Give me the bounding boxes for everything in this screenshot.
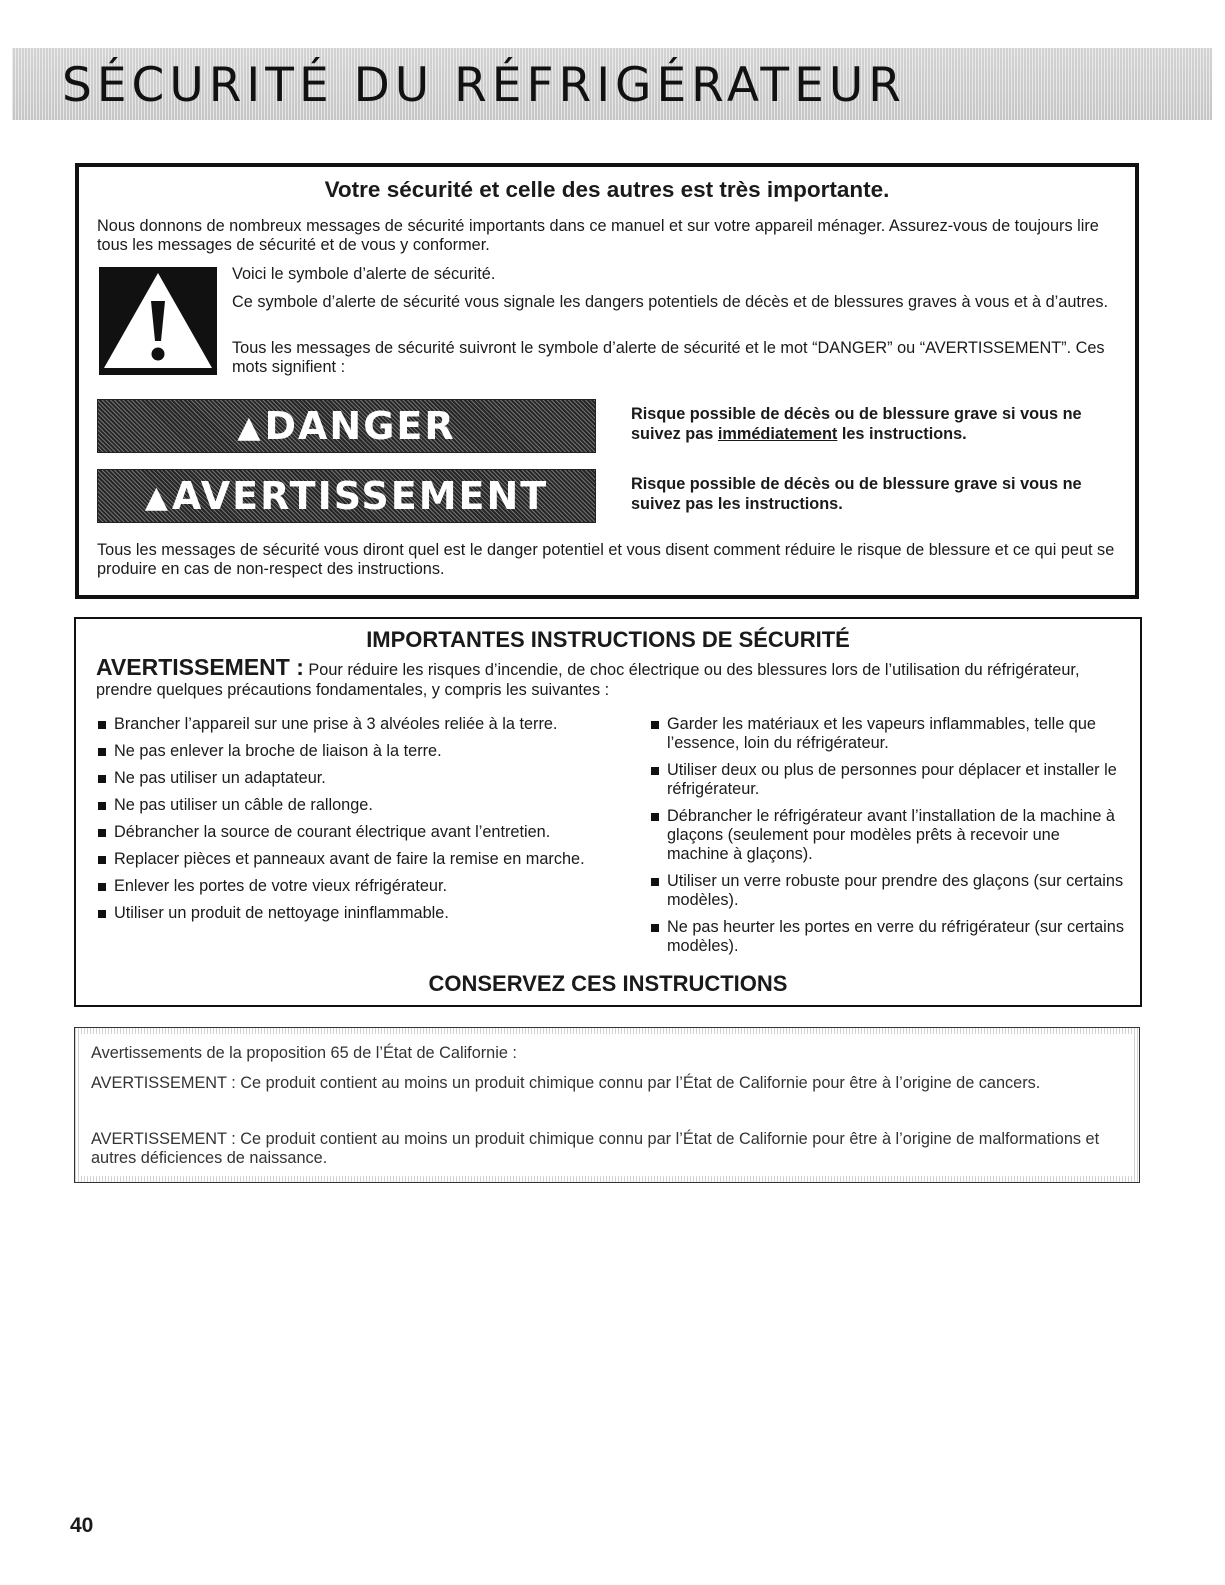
safety-heading: Votre sécurité et celle des autres est très importante.	[324, 177, 890, 202]
symbol-text-3: Tous les messages de sécurité suivront le symbole d’alerte de sécurité et le mot “DANGER” ou “AVERTISSEMENT”. Ces mots signifient :	[232, 339, 1105, 376]
instructions-heading: IMPORTANTES INSTRUCTIONS DE SÉCURITÉ	[366, 627, 850, 652]
instruction-text: Ne pas enlever la broche de liaison à la terre.	[114, 742, 442, 760]
bullet-icon	[651, 767, 659, 775]
instruction-item	[96, 742, 636, 761]
instruction-text: Utiliser un produit de nettoyage ininflammable.	[114, 904, 449, 922]
bullet-icon	[98, 721, 106, 729]
bullet-icon	[651, 721, 659, 729]
instruction-item	[96, 850, 636, 869]
warning-triangle-small-icon: ▲	[144, 480, 170, 515]
bullet-icon	[98, 856, 106, 864]
instruction-item	[649, 761, 1124, 799]
instruction-item	[96, 796, 636, 815]
instruction-item	[96, 769, 636, 788]
page-title: SÉCURITÉ DU RÉFRIGÉRATEUR	[62, 58, 906, 113]
symbol-text-2: Ce symbole d’alerte de sécurité vous signale les dangers potentiels de décès et de blessures graves à vous et à d’autres.	[232, 293, 1109, 311]
instruction-item	[96, 877, 636, 896]
instruction-text: Ne pas utiliser un câble de rallonge.	[114, 796, 373, 814]
warning-label: AVERTISSEMENT	[171, 474, 549, 518]
warning-text: Pour réduire les risques d’incendie, de choc électrique ou des blessures lors de l’utilisation du réfrigérateur, prendre quelques précautions fondamentales, y compris les suivantes :	[96, 661, 1080, 699]
bullet-icon	[651, 878, 659, 886]
bullet-icon	[651, 924, 659, 932]
warning-word: AVERTISSEMENT :	[96, 654, 304, 680]
page-banner	[12, 48, 1212, 120]
safety-box	[75, 163, 1139, 599]
bullet-icon	[98, 748, 106, 756]
instruction-text: Garder les matériaux et les vapeurs inflammables, telle que l’essence, loin du réfrigérateur.	[667, 715, 1096, 752]
california-title: Avertissements de la proposition 65 de l’État de Californie :	[91, 1044, 517, 1062]
california-box	[74, 1027, 1140, 1183]
page-number: 40	[70, 1514, 94, 1537]
instruction-text: Utiliser deux ou plus de personnes pour déplacer et installer le réfrigérateur.	[667, 761, 1117, 798]
instruction-text: Replacer pièces et panneaux avant de faire la remise en marche.	[114, 850, 585, 868]
instruction-item	[96, 715, 636, 734]
instructions-warning	[96, 654, 1126, 700]
instruction-text: Ne pas heurter les portes en verre du réfrigérateur (sur certains modèles).	[667, 918, 1124, 955]
california-box-inner	[81, 1034, 1133, 1176]
instruction-text: Débrancher la source de courant électrique avant l’entretien.	[114, 823, 551, 841]
instruction-item	[649, 872, 1124, 910]
bullet-icon	[98, 775, 106, 783]
california-warning-2: AVERTISSEMENT : Ce produit contient au moins un produit chimique connu par l’État de Californie pour être à l’origine de malformations et autres déficiences de naissance.	[91, 1130, 1100, 1167]
instruction-item	[649, 715, 1124, 753]
warning-triangle-icon	[99, 267, 217, 375]
danger-desc-part2: les instructions.	[837, 425, 967, 443]
bullet-icon	[98, 883, 106, 891]
instruction-item	[96, 904, 636, 923]
danger-desc-part1: Risque possible de décès ou de blessure grave si vous ne suivez pas	[631, 405, 1082, 443]
danger-label: DANGER	[264, 404, 456, 448]
warning-description: Risque possible de décès ou de blessure grave si vous ne suivez pas les instructions.	[631, 475, 1082, 513]
instruction-item	[96, 823, 636, 842]
safety-intro: Nous donnons de nombreux messages de sécurité importants dans ce manuel et sur votre appareil ménager. Assurez-vous de toujours lire tous les messages de sécurité et de vous y conformer.	[97, 217, 1099, 254]
california-warning-1: AVERTISSEMENT : Ce produit contient au moins un produit chimique connu par l’État de Californie pour être à l’origine de cancers.	[91, 1074, 1041, 1092]
instruction-text: Utiliser un verre robuste pour prendre des glaçons (sur certains modèles).	[667, 872, 1124, 909]
instruction-text: Brancher l’appareil sur une prise à 3 alvéoles reliée à la terre.	[114, 715, 558, 733]
keep-instructions-heading: CONSERVEZ CES INSTRUCTIONS	[428, 971, 788, 996]
instruction-item	[649, 807, 1124, 864]
symbol-text-1: Voici le symbole d’alerte de sécurité.	[232, 265, 496, 283]
instruction-text: Enlever les portes de votre vieux réfrigérateur.	[114, 877, 448, 895]
instruction-text: Débrancher le réfrigérateur avant l’installation de la machine à glaçons (seulement pour modèles prêts à recevoir une machine à glaçons).	[667, 807, 1115, 863]
warning-triangle-small-icon: ▲	[237, 410, 263, 445]
safety-closing: Tous les messages de sécurité vous diront quel est le danger potentiel et vous disent comment réduire le risque de blessure et ce qui peut se produire en cas de non-respect des instructions.	[97, 541, 1115, 578]
instructions-box	[74, 617, 1142, 1007]
bullet-icon	[98, 829, 106, 837]
instruction-item	[649, 918, 1124, 956]
bullet-icon	[98, 802, 106, 810]
danger-signal	[97, 399, 596, 453]
instructions-list-right	[649, 715, 1124, 964]
danger-description	[631, 404, 1131, 444]
bullet-icon	[98, 910, 106, 918]
instruction-text: Ne pas utiliser un adaptateur.	[114, 769, 326, 787]
bullet-icon	[651, 813, 659, 821]
instructions-list-left	[96, 715, 636, 931]
warning-signal	[97, 469, 596, 523]
danger-desc-emphasis: immédiatement	[717, 425, 838, 443]
